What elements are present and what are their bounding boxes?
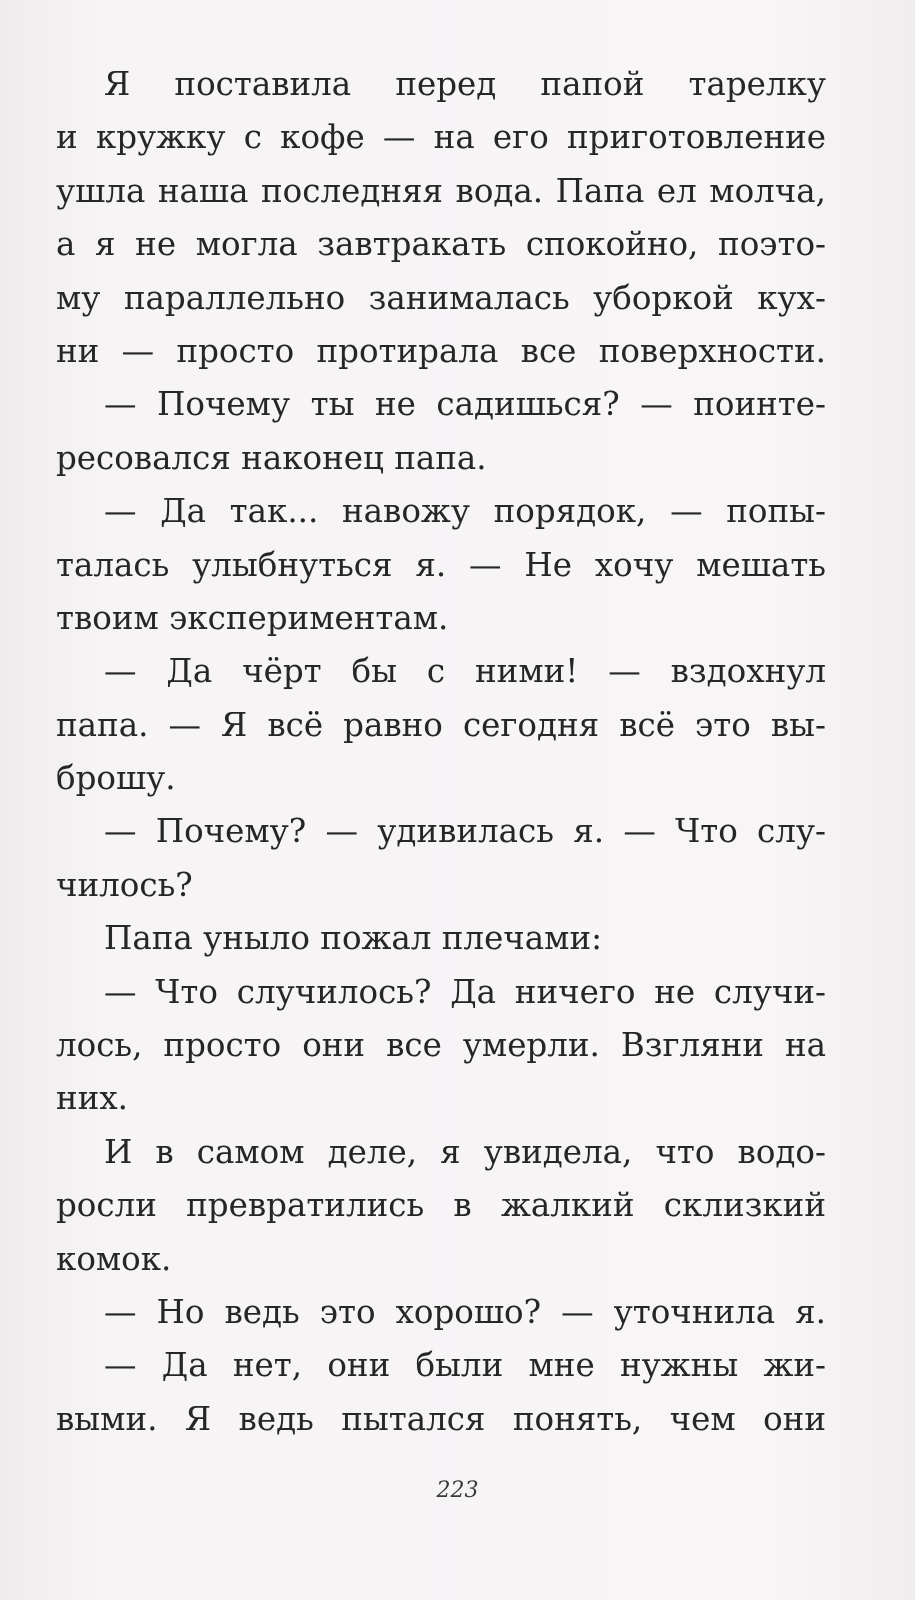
text-line: И в самом деле, я увидела, что водо- [104,1132,826,1171]
text-line: Я поставила перед папой тарелку [104,65,826,103]
text-line: папа. — Я всё равно сегодня всё это вы- [56,705,826,744]
text-line: выми. Я ведь пытался понять, чем они [56,1399,826,1438]
text-line: му параллельно занималась уборкой кух- [56,278,826,317]
text-line: ресовался наконец папа. [56,438,487,477]
text-line: талась улыбнуться я. — Не хочу мешать [56,545,826,584]
text-line: росли превратились в жалкий склизкий [56,1186,826,1225]
text-line: — Да так... навожу порядок, — попы- [104,492,826,531]
text-line: чилось? [56,865,193,904]
text-line: комок. [56,1239,172,1278]
page-text [56,58,826,1446]
text-line: брошу. [56,759,176,798]
text-line: ушла наша последняя вода. Папа ел молча, [56,171,826,210]
page-number: 223 [436,1478,479,1503]
text-line: — Но ведь это хорошо? — уточнила я. [104,1292,826,1331]
text-line: а я не могла завтракать спокойно, поэто- [56,225,826,264]
text-line: — Что случилось? Да ничего не случи- [104,972,826,1011]
text-line: них. [56,1079,128,1118]
text-line: — Да нет, они были мне нужны жи- [104,1346,826,1385]
text-line: и кружку с кофе — на его приготовление [56,118,826,157]
text-line: — Да чёрт бы с ними! — вздохнул [104,652,826,691]
text-line: — Почему ты не садишься? — поинте- [104,385,826,424]
text-line: лось, просто они все умерли. Взгляни на [56,1026,826,1065]
text-line: твоим экспериментам. [56,598,449,637]
text-line: — Почему? — удивилась я. — Что слу- [104,812,826,851]
text-line: Папа уныло пожал плечами: [104,919,603,958]
text-line: ни — просто протирала все поверхности. [56,331,826,370]
